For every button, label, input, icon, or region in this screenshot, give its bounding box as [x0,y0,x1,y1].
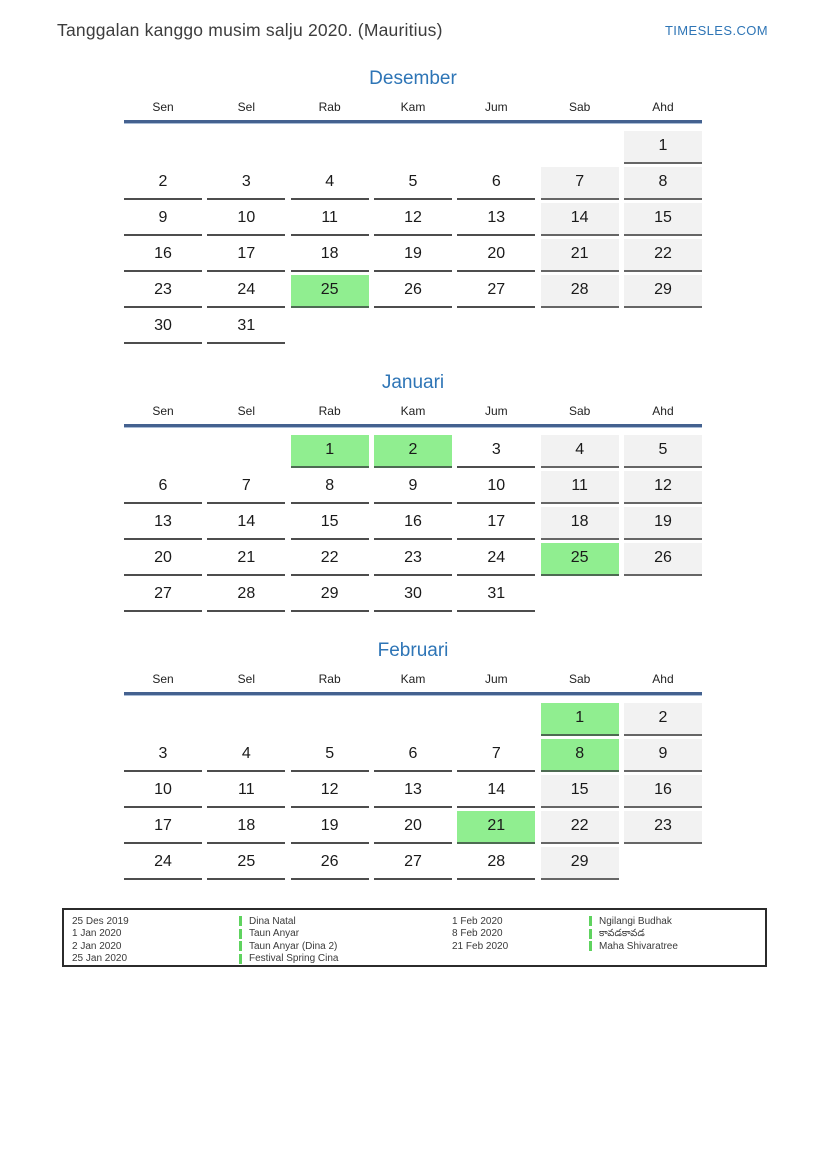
weekday-label: Sab [568,404,591,418]
week-row [124,471,702,504]
weekday-label: Sel [237,404,255,418]
week-row [124,703,702,736]
day-cell: 2 [124,167,202,200]
legend-entry-name: Taun Anyar (Dina 2) [249,940,338,952]
day-cell: 18 [207,811,285,844]
empty-cell [374,311,452,344]
day-cell: 7 [457,739,535,772]
day-cell: 17 [207,239,285,272]
weekday-header-row [124,404,702,427]
empty-cell [457,311,535,344]
empty-cell [457,131,535,164]
legend-entry-date: 1 Jan 2020 [72,928,122,940]
empty-cell [124,703,202,736]
week-row [124,435,702,468]
weekday-label: Sel [237,672,255,686]
holiday-marker-icon [239,954,242,964]
day-cell: 29 [291,579,369,612]
day-cell: 28 [207,579,285,612]
day-cell: 4 [207,739,285,772]
legend-entry-name: కావడకావడ [599,927,645,939]
legend-column [72,915,338,965]
day-cell: 17 [457,507,535,540]
day-cell: 3 [457,435,535,468]
day-cell: 14 [207,507,285,540]
weekday-label: Rab [318,404,341,418]
weekday-header-row [124,100,702,123]
weekday-label: Jum [484,404,508,418]
day-cell: 10 [124,775,202,808]
legend-entry [452,940,678,953]
holiday-marker-icon [589,929,592,939]
legend-entry [452,928,678,941]
day-cell: 26 [374,275,452,308]
day-cell: 30 [374,579,452,612]
empty-cell [207,131,285,164]
day-cell: 25 [291,275,369,308]
weekday-label: Rab [318,672,341,686]
holiday-legend [62,908,767,967]
day-cell: 31 [457,579,535,612]
day-cell: 8 [541,739,619,772]
day-cell: 7 [541,167,619,200]
week-row [124,543,702,576]
day-cell: 18 [541,507,619,540]
weekday-label: Kam [400,672,426,686]
day-cell: 12 [291,775,369,808]
legend-entry-name: Taun Anyar [249,928,300,940]
day-cell: 20 [374,811,452,844]
day-cell: 12 [624,471,702,504]
legend-entry-date: 25 Des 2019 [72,915,129,927]
day-cell: 29 [541,847,619,880]
day-cell: 31 [207,311,285,344]
page-header [57,20,768,41]
holiday-marker-icon [239,929,242,939]
week-row [124,311,702,344]
day-cell: 28 [541,275,619,308]
week-row [124,579,702,612]
week-row [124,203,702,236]
day-cell: 11 [291,203,369,236]
day-cell: 16 [624,775,702,808]
day-cell: 14 [541,203,619,236]
day-cell: 25 [541,543,619,576]
day-cell: 15 [541,775,619,808]
holiday-marker-icon [589,941,592,951]
empty-cell [374,131,452,164]
day-cell: 4 [541,435,619,468]
day-cell: 16 [124,239,202,272]
weekday-label: Sab [568,100,591,114]
brand-link[interactable]: TIMESLES.COM [664,23,768,38]
empty-cell [124,435,202,468]
day-cell: 20 [457,239,535,272]
legend-entry-date: 2 Jan 2020 [72,940,122,952]
day-cell: 22 [624,239,702,272]
day-cell: 24 [124,847,202,880]
months-container [124,64,702,904]
day-cell: 8 [624,167,702,200]
holiday-marker-icon [239,916,242,926]
week-row [124,847,702,880]
day-cell: 15 [291,507,369,540]
page-title: Tanggalan kanggo musim salju 2020. (Mauritius) [57,20,443,40]
month-januari [124,368,702,612]
weekday-label: Ahd [652,404,674,418]
empty-cell [291,311,369,344]
day-cell: 1 [291,435,369,468]
legend-entry [72,928,338,941]
legend-entry-date: 21 Feb 2020 [452,940,509,952]
weekday-label: Ahd [652,100,674,114]
week-row [124,811,702,844]
weekday-label: Sel [237,100,255,114]
day-cell: 3 [207,167,285,200]
day-cell: 27 [374,847,452,880]
weekday-label: Kam [400,404,426,418]
day-cell: 16 [374,507,452,540]
week-row [124,739,702,772]
empty-cell [541,579,619,612]
week-row [124,167,702,200]
day-cell: 13 [374,775,452,808]
day-cell: 18 [291,239,369,272]
day-cell: 20 [124,543,202,576]
day-cell: 5 [374,167,452,200]
day-cell: 8 [291,471,369,504]
empty-cell [541,131,619,164]
day-cell: 17 [124,811,202,844]
weekday-label: Kam [400,100,426,114]
legend-entry [72,940,338,953]
day-cell: 21 [541,239,619,272]
day-cell: 23 [624,811,702,844]
day-cell: 26 [624,543,702,576]
legend-entry-name: Dina Natal [249,915,296,927]
day-cell: 28 [457,847,535,880]
day-cell: 2 [374,435,452,468]
day-cell: 2 [624,703,702,736]
day-cell: 7 [207,471,285,504]
day-cell: 1 [624,131,702,164]
day-cell: 29 [624,275,702,308]
empty-cell [124,131,202,164]
day-cell: 21 [457,811,535,844]
day-cell: 9 [124,203,202,236]
weekday-label: Sab [568,672,591,686]
weekday-label: Rab [318,100,341,114]
week-row [124,775,702,808]
empty-cell [541,311,619,344]
empty-cell [374,703,452,736]
weekday-label: Sen [152,100,174,114]
weekday-label: Sen [152,404,174,418]
month-title: Desember [369,68,457,89]
day-cell: 25 [207,847,285,880]
legend-entry-date: 8 Feb 2020 [452,928,503,940]
day-cell: 12 [374,203,452,236]
empty-cell [624,579,702,612]
weekday-label: Jum [484,672,508,686]
day-cell: 21 [207,543,285,576]
day-cell: 11 [207,775,285,808]
day-cell: 13 [457,203,535,236]
day-cell: 4 [291,167,369,200]
empty-cell [624,311,702,344]
week-row [124,507,702,540]
month-desember [124,64,702,344]
weekday-label: Ahd [652,672,674,686]
day-cell: 19 [374,239,452,272]
day-cell: 14 [457,775,535,808]
day-cell: 19 [624,507,702,540]
weekday-label: Jum [484,100,508,114]
day-cell: 15 [624,203,702,236]
day-cell: 24 [457,543,535,576]
legend-entry-name: Festival Spring Cina [249,953,339,965]
week-row [124,239,702,272]
day-cell: 24 [207,275,285,308]
holiday-marker-icon [589,916,592,926]
day-cell: 27 [124,579,202,612]
day-cell: 6 [374,739,452,772]
weekday-header-row [124,672,702,695]
legend-entry-date: 1 Feb 2020 [452,915,503,927]
day-cell: 6 [124,471,202,504]
month-title: Januari [381,372,445,393]
legend-column [452,915,678,953]
day-cell: 5 [291,739,369,772]
day-cell: 10 [207,203,285,236]
empty-cell [457,703,535,736]
empty-cell [207,435,285,468]
day-cell: 27 [457,275,535,308]
empty-cell [291,131,369,164]
legend-entry [72,915,338,928]
month-title: Februari [377,640,449,661]
legend-entry [452,915,678,928]
day-cell: 23 [124,275,202,308]
week-row [124,131,702,164]
day-cell: 30 [124,311,202,344]
holiday-marker-icon [239,941,242,951]
day-cell: 26 [291,847,369,880]
day-cell: 5 [624,435,702,468]
day-cell: 22 [541,811,619,844]
day-cell: 1 [541,703,619,736]
legend-entry-date: 25 Jan 2020 [72,953,128,965]
legend-entry-name: Ngilangi Budhak [599,915,672,927]
week-row [124,275,702,308]
day-cell: 19 [291,811,369,844]
weekday-label: Sen [152,672,174,686]
day-cell: 10 [457,471,535,504]
day-cell: 23 [374,543,452,576]
day-cell: 6 [457,167,535,200]
day-cell: 9 [624,739,702,772]
legend-entry-name: Maha Shivaratree [599,940,678,952]
day-cell: 13 [124,507,202,540]
empty-cell [291,703,369,736]
empty-cell [207,703,285,736]
day-cell: 9 [374,471,452,504]
day-cell: 11 [541,471,619,504]
empty-cell [624,847,702,880]
legend-entry [72,953,338,966]
day-cell: 22 [291,543,369,576]
month-februari [124,636,702,880]
day-cell: 3 [124,739,202,772]
